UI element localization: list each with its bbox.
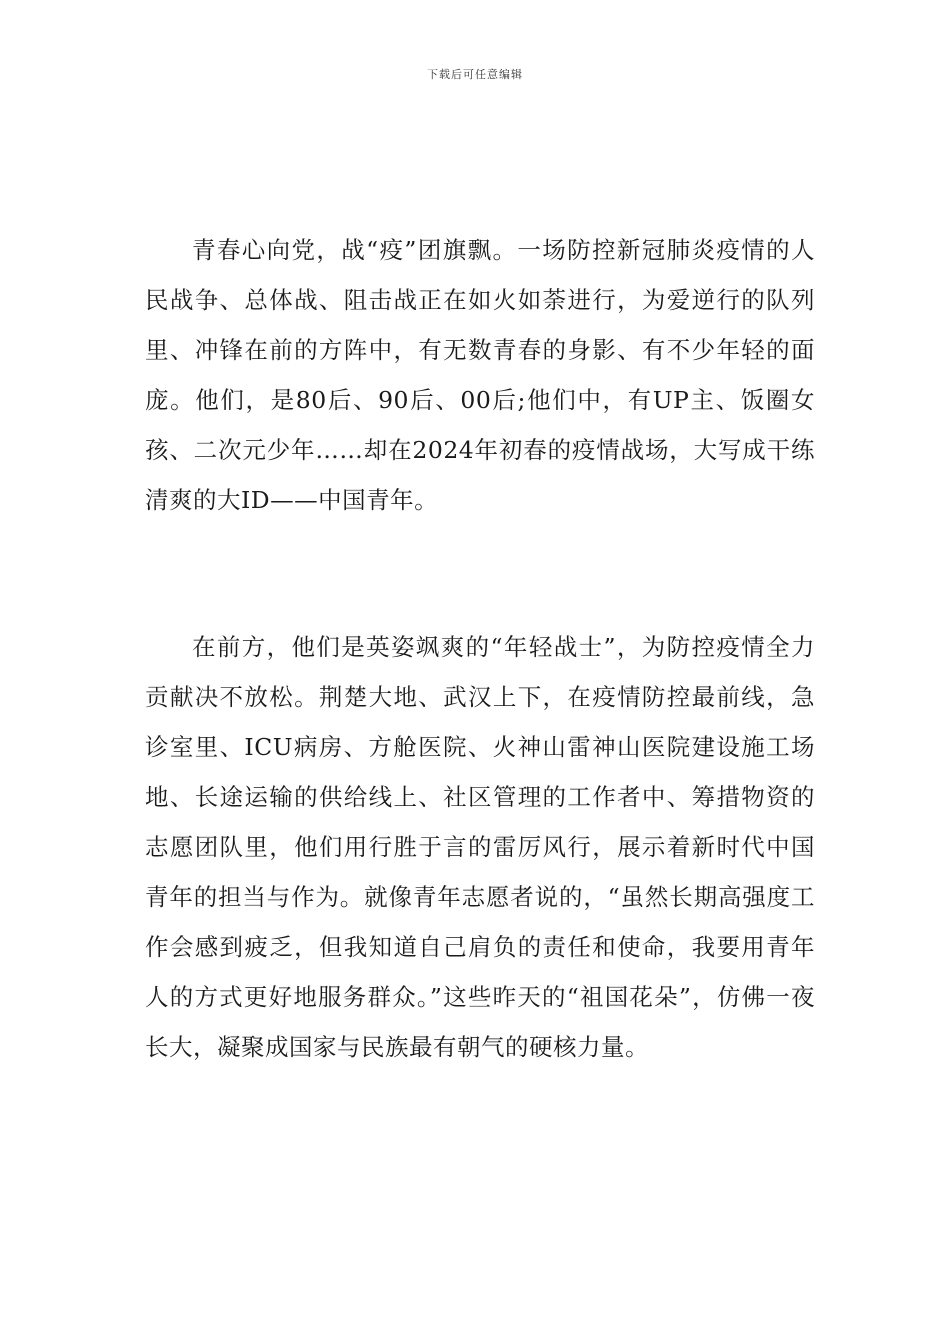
body-paragraph-1: [145, 225, 815, 525]
paragraph-text: 青春心向党，战“疫”团旗飘。一场防控新冠肺炎疫情的人民战争、总体战、阻击战正在如火如荼进行，为爱逆行的队列里、冲锋在前的方阵中，有无数青春的身影、有不少年轻的面庞。他们，是80后、90后、00后;他们中，有UP主、饭圈女孩、二次元少年……却在2024年初春的疫情战场，大写成干练清爽的大ID——中国青年。: [145, 236, 815, 514]
body-paragraph-2: [145, 622, 815, 1072]
page-header-note: 下载后可任意编辑: [427, 68, 523, 81]
paragraph-text: 在前方，他们是英姿飒爽的“年轻战士”，为防控疫情全力贡献决不放松。荆楚大地、武汉上下，在疫情防控最前线，急诊室里、ICU病房、方舱医院、火神山雷神山医院建设施工场地、长途运输的供给线上、社区管理的工作者中、筹措物资的志愿团队里，他们用行胜于言的雷厉风行，展示着新时代中国青年的担当与作为。就像青年志愿者说的，“虽然长期高强度工作会感到疲乏，但我知道自己肩负的责任和使命，我要用青年人的方式更好地服务群众。”这些昨天的“祖国花朵”，仿佛一夜长大，凝聚成国家与民族最有朝气的硬核力量。: [145, 633, 815, 1061]
